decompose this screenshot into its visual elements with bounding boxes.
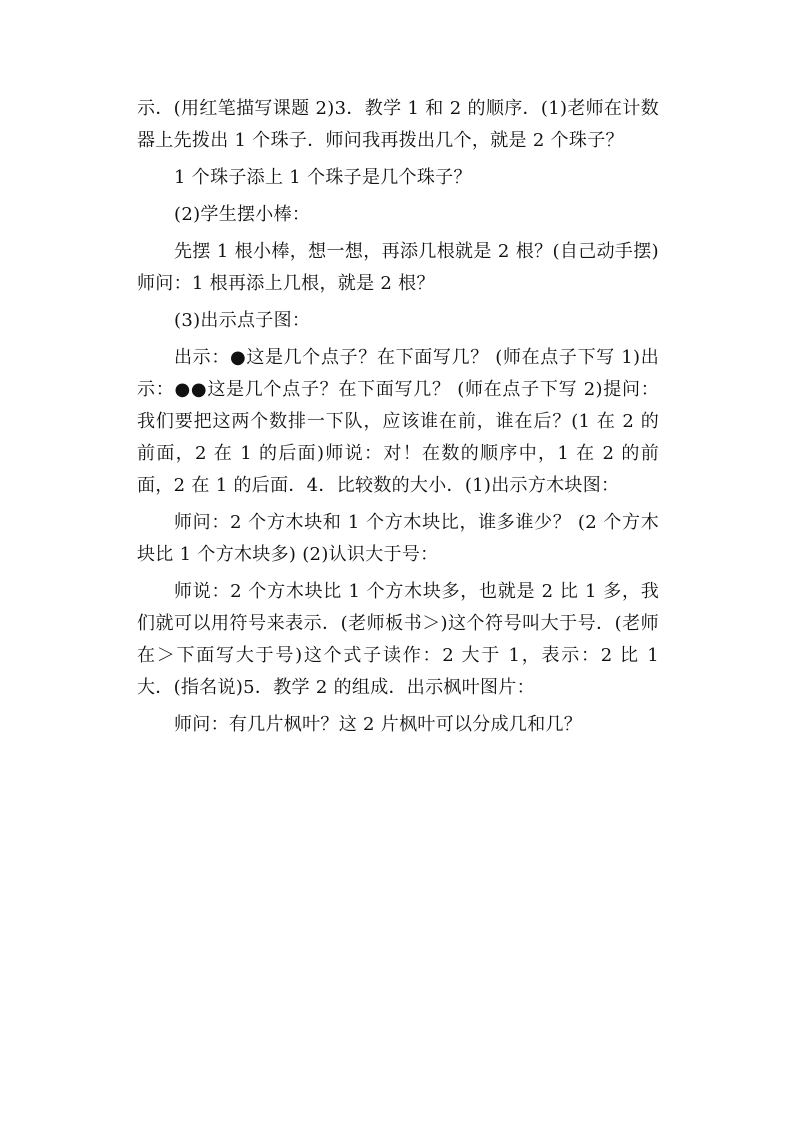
paragraph-2: 1 个珠子添上 1 个珠子是几个珠子？: [174, 167, 472, 188]
paragraph-7: 师问：2 个方木块和 1 个方木块比，谁多谁少？ (2 个方木块比 1 个方木块多) (2)认识大于号：: [137, 512, 659, 565]
paragraph-9: 师问：有几片枫叶？这 2 片枫叶可以分成几和几？: [174, 714, 583, 735]
paragraph-4: 先摆 1 根小棒，想一想，再添几根就是 2 根？(自己动手摆)师问：1 根再添上几根，就是 2 根？: [137, 241, 659, 294]
paragraph-6: 出示：●这是几个点子？在下面写几？ (师在点子下写 1)出示：●●这是几个点子？在下面写几？ (师在点子下写 2)提问：我们要把这两个数排一下队，应该谁在前，谁在后？(1 在 2 的前面，2 在 1 的后面)师说：对！在数的顺序中，1 在 2 的前面，2 在 1 的后面．4．比较数的大小．(1)出示方木块图：: [137, 347, 659, 496]
document-body: [137, 93, 659, 741]
paragraph-5: (3)出示点子图：: [174, 310, 311, 331]
paragraph-8: 师说：2 个方木块比 1 个方木块多，也就是 2 比 1 多，我们就可以用符号来表示．(老师板书＞)这个符号叫大于号．(老师在＞下面写大于号)这个式子读作：2 大于 1，表示：2 比 1 大．(指名说)5．教学 2 的组成．出示枫叶图片：: [137, 581, 659, 698]
paragraph-3: (2)学生摆小棒：: [174, 204, 311, 225]
paragraph-1: 示．(用红笔描写课题 2)3．教学 1 和 2 的顺序．(1)老师在计数器上先拨出 1 个珠子．师问我再拨出几个，就是 2 个珠子？: [137, 98, 659, 151]
